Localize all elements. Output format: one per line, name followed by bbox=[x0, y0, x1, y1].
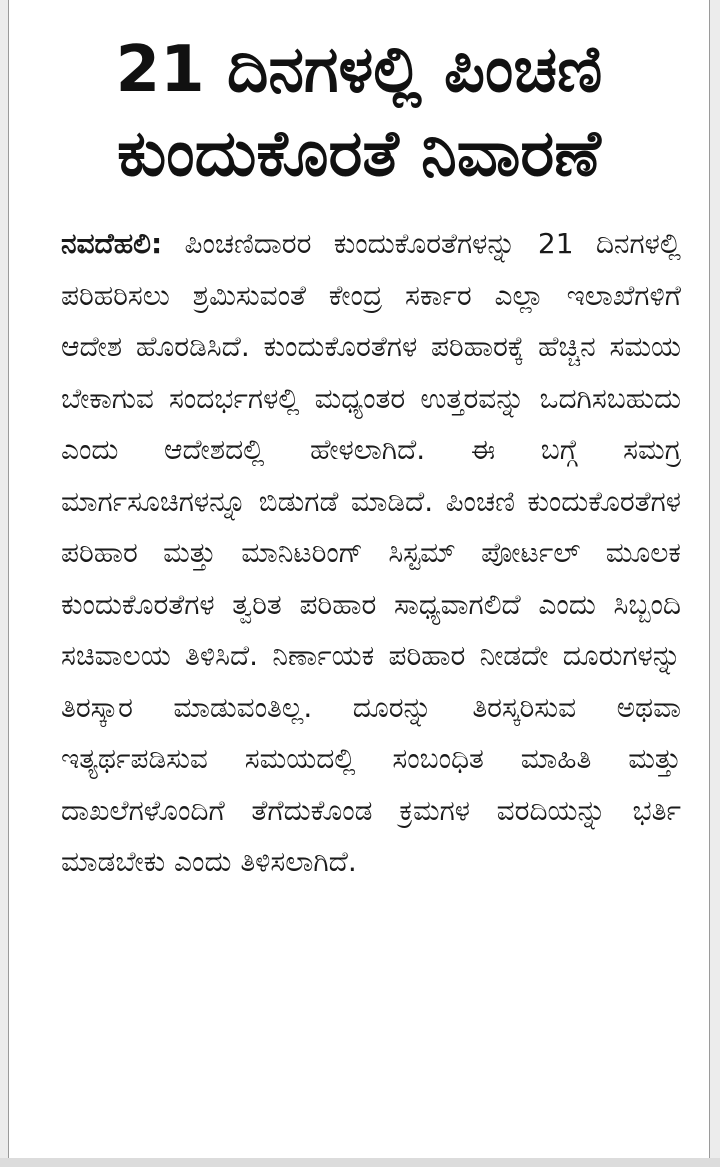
bottom-edge bbox=[0, 1158, 720, 1167]
dateline: ನವದೆಹಲಿ: bbox=[61, 227, 163, 260]
article-body-text: ಪಿಂಚಣಿದಾರರ ಕುಂದುಕೊರತೆಗಳನ್ನು 21 ದಿನಗಳಲ್ಲಿ ಪರಿಹರಿಸಲು ಶ್ರಮಿಸುವಂತೆ ಕೇಂದ್ರ ಸರ್ಕಾರ ಎಲ್ಲಾ ಇಲಾಖೆಗಳಿಗೆ ಆದೇಶ ಹೊರಡಿಸಿದೆ. ಕುಂದುಕೊರತೆಗಳ ಪರಿಹಾರಕ್ಕೆ ಹೆಚ್ಚಿನ ಸಮಯ ಬೇಕಾಗುವ ಸಂದರ್ಭಗಳಲ್ಲಿ ಮಧ್ಯಂತರ ಉತ್ತರವನ್ನು ಒದಗಿಸಬಹುದು ಎಂದು ಆದೇಶದಲ್ಲಿ ಹೇಳಲಾಗಿದೆ. ಈ ಬಗ್ಗೆ ಸಮಗ್ರ ಮಾರ್ಗಸೂಚಿಗಳನ್ನೂ ಬಿಡುಗಡೆ ಮಾಡಿದೆ. ಪಿಂಚಣಿ ಕುಂದುಕೊರತೆಗಳ ಪರಿಹಾರ ಮತ್ತು ಮಾನಿಟರಿಂಗ್ ಸಿಸ್ಟಮ್ ಪೋರ್ಟಲ್ ಮೂಲಕ ಕುಂದುಕೊರತೆಗಳ ತ್ವರಿತ ಪರಿಹಾರ ಸಾಧ್ಯವಾಗಲಿದೆ ಎಂದು ಸಿಬ್ಬಂದಿ ಸಚಿವಾಲಯ ತಿಳಿಸಿದೆ. ನಿರ್ಣಾಯಕ ಪರಿಹಾರ ನೀಡದೇ ದೂರುಗಳನ್ನು ತಿರಸ್ಕಾರ ಮಾಡುವಂತಿಲ್ಲ. ದೂರನ್ನು ತಿರಸ್ಕರಿಸುವ ಅಥವಾ ಇತ್ಯರ್ಥಪಡಿಸುವ ಸಮಯದಲ್ಲಿ ಸಂಬಂಧಿತ ಮಾಹಿತಿ ಮತ್ತು ದಾಖಲೆಗಳೊಂದಿಗೆ ತೆಗೆದುಕೊಂಡ ಕ್ರಮಗಳ ವರದಿಯನ್ನು ಭರ್ತಿ ಮಾಡಬೇಕು ಎಂದು ತಿಳಿಸಲಾಗಿದೆ. bbox=[61, 227, 681, 878]
newspaper-clipping bbox=[8, 0, 710, 1158]
headline-line-1: 21 ದಿನಗಳಲ್ಲಿ ಪಿಂಚಣಿ bbox=[115, 33, 603, 107]
headline bbox=[27, 28, 691, 196]
article-body bbox=[61, 218, 681, 888]
headline-line-2: ಕುಂದುಕೊರತೆ ನಿವಾರಣೆ bbox=[117, 117, 601, 191]
